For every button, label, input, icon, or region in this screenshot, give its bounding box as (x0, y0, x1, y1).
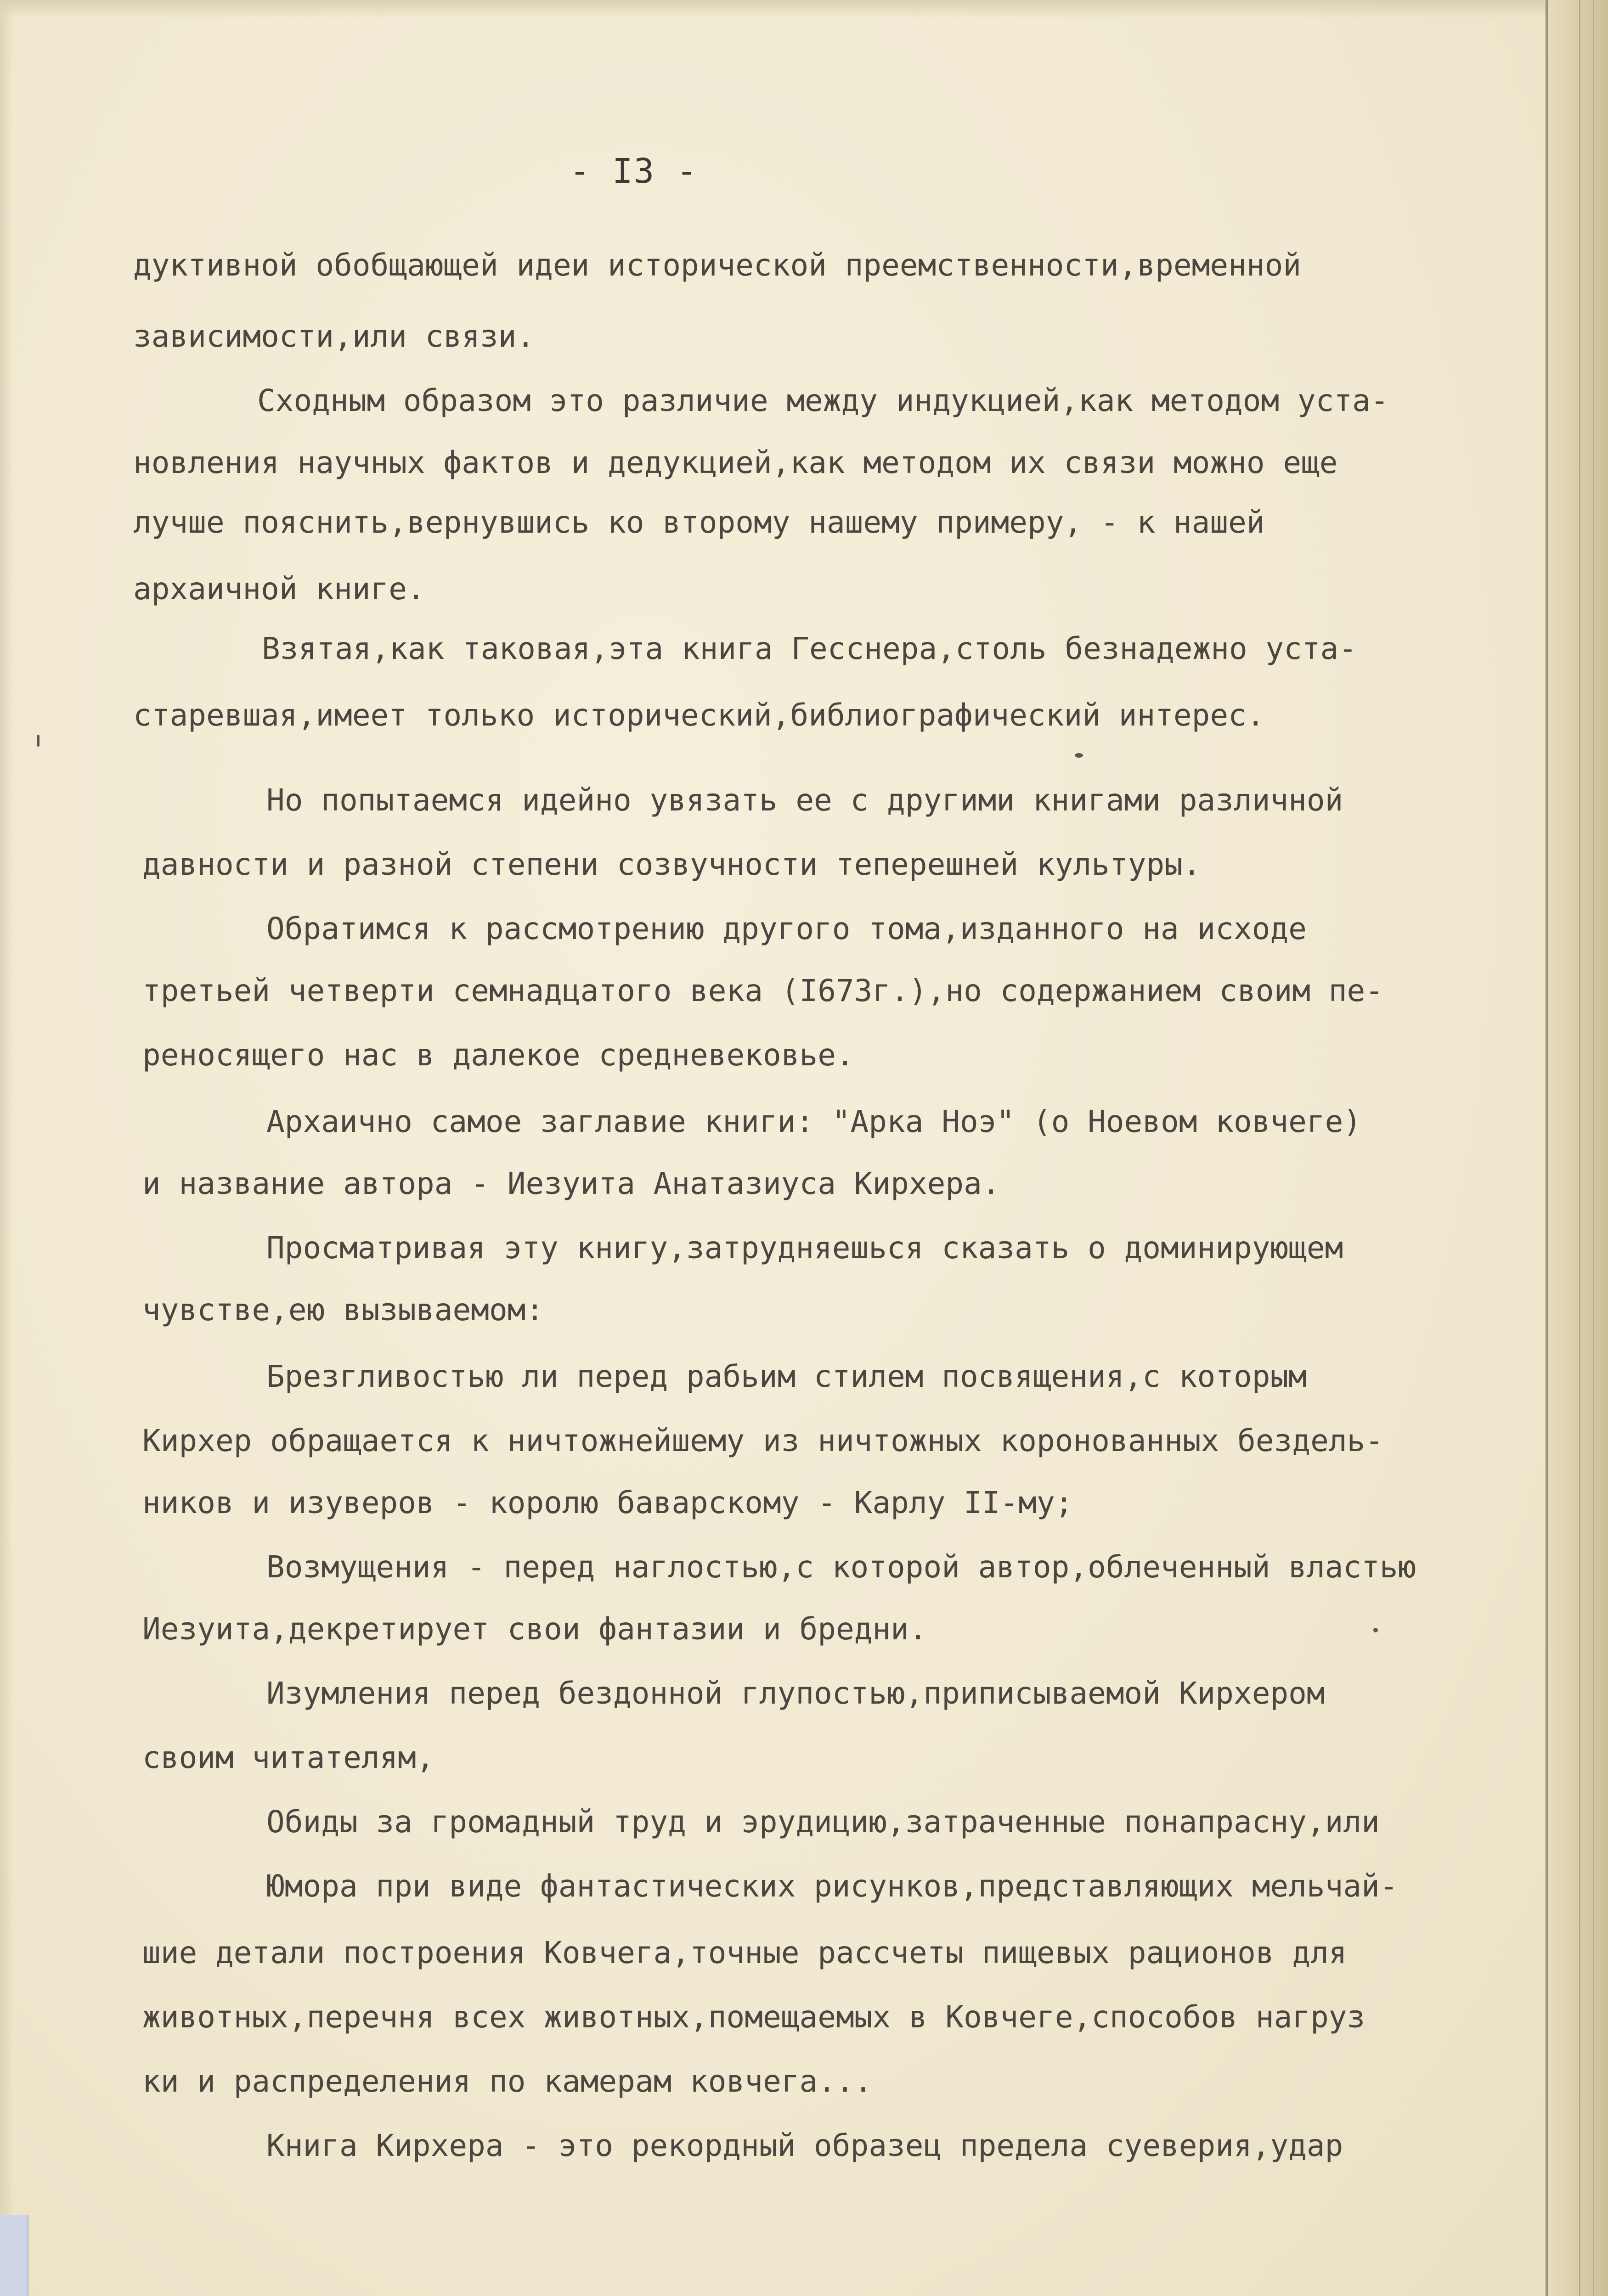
text-line: старевшая,имеет только исторический,библиографический интерес. (133, 698, 1265, 733)
text-line: Обиды за громадный труд и эрудицию,затраченные понапрасну,или (266, 1804, 1380, 1840)
text-line: архаичной книге. (133, 571, 425, 607)
text-line: Юмора при виде фантастических рисунков,представляющих мельчай- (266, 1868, 1398, 1904)
text-line: Иезуита,декретирует свои фантазии и бредни. (142, 1611, 927, 1647)
text-line: давности и разной степени созвучности теперешней культуры. (142, 847, 1201, 882)
text-line: чувстве,ею вызываемом: (142, 1292, 544, 1328)
folder-tab (0, 2215, 28, 2296)
text-line: Возмущения - перед наглостью,с которой автор,облеченный властью (266, 1549, 1416, 1585)
ink-speck (1075, 753, 1083, 758)
page-top-shadow (0, 0, 1608, 18)
page-edge-line (1546, 0, 1548, 2296)
stacked-page-edges (1548, 0, 1608, 2296)
text-line: новления научных фактов и дедукцией,как методом их связи можно еще (133, 445, 1338, 480)
text-line: Но попытаемся идейно увязать ее с другими книгами различной (266, 782, 1343, 818)
text-line: животных,перечня всех животных,помещаемых в Ковчеге,способов нагруз (142, 1999, 1365, 2035)
text-line: Просматривая эту книгу,затрудняешься сказать о доминирующем (266, 1230, 1343, 1266)
text-line: своим читателям, (142, 1740, 434, 1775)
page-edge-line (1593, 0, 1594, 2296)
text-line: третьей четверти семнадцатого века (I673г.),но содержанием своим пе- (142, 973, 1384, 1008)
ink-speck (1373, 1628, 1378, 1632)
text-line: ки и распределения по камерам ковчега... (142, 2064, 873, 2099)
page-edge-line (1579, 0, 1580, 2296)
page-left-shadow (0, 0, 14, 2296)
text-line: зависимости,или связи. (133, 319, 535, 354)
text-line: Архаично самое заглавие книги: "Арка Ноэ" (о Ноевом ковчеге) (266, 1104, 1362, 1139)
text-line: Сходным образом это различие между индукцией,как методом уста- (257, 383, 1389, 418)
text-line: ников и изуверов - королю баварскому - Карлу II-му; (142, 1485, 1073, 1520)
text-line: Взятая,как таковая,эта книга Гесснера,столь безнадежно уста- (262, 631, 1357, 666)
text-line: Обратимся к рассмотрению другого тома,изданного на исходе (266, 911, 1307, 946)
text-line: и название автора - Иезуита Анатазиуса Кирхера. (142, 1166, 1000, 1201)
text-line: реносящего нас в далекое средневековье. (142, 1037, 854, 1073)
text-line: Книга Кирхера - это рекордный образец предела суеверия,удар (266, 2128, 1343, 2163)
text-line: лучше пояснить,вернувшись ко второму нашему примеру, - к нашей (133, 505, 1265, 540)
text-line: Брезгливостью ли перед рабьим стилем посвящения,с которым (266, 1359, 1307, 1394)
text-line: Изумления перед бездонной глупостью,приписываемой Кирхером (266, 1676, 1325, 1711)
page-number: - I3 - (570, 152, 698, 191)
ink-speck (37, 735, 39, 747)
text-line: Кирхер обращается к ничтожнейшему из ничтожных коронованных бездель- (142, 1423, 1384, 1458)
text-line: дуктивной обобщающей идеи исторической преемственности,временной (133, 248, 1302, 283)
text-line: шие детали построения Ковчега,точные рассчеты пищевых рационов для (142, 1935, 1347, 1970)
